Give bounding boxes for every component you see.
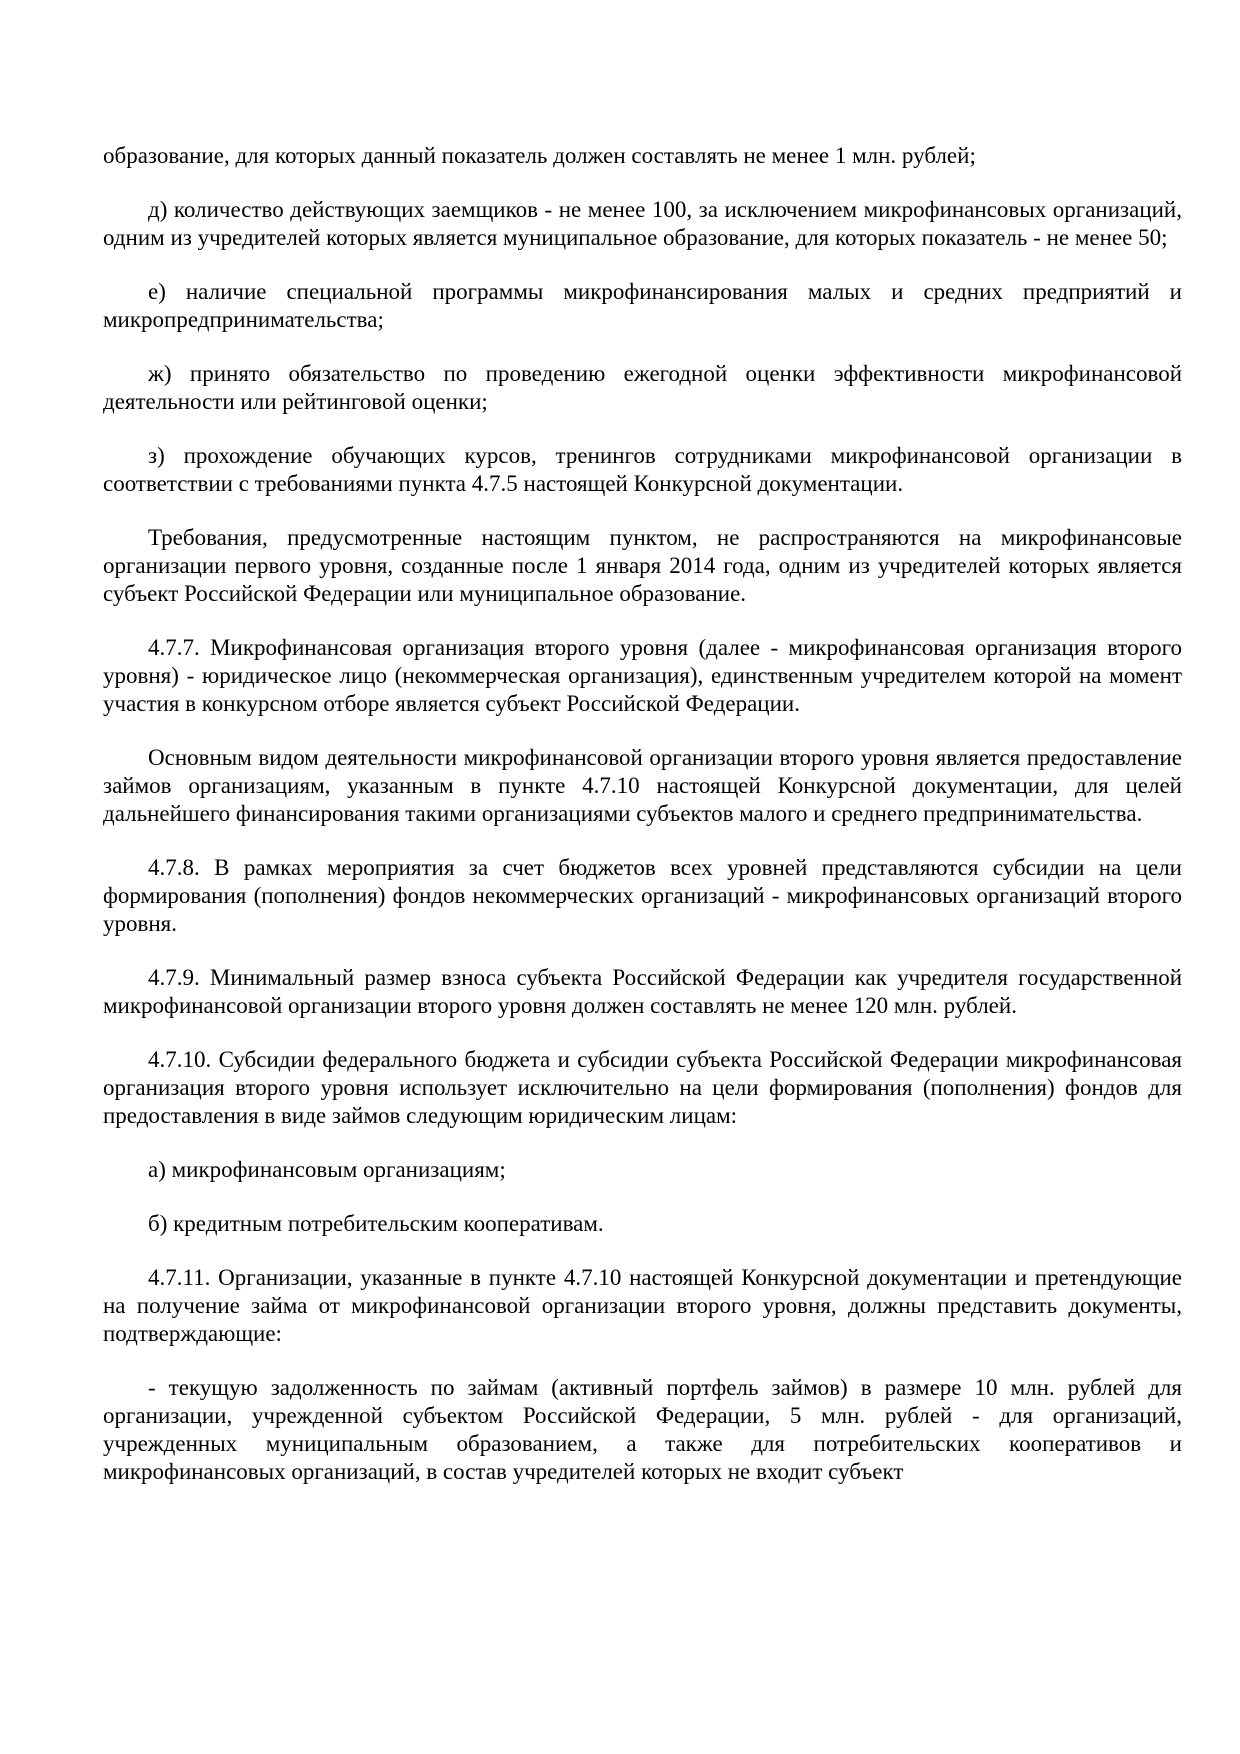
paragraph: е) наличие специальной программы микрофинансирования малых и средних предприятий и микропредпринимательства;: [103, 279, 1182, 332]
paragraph: 4.7.7. Микрофинансовая организация второго уровня (далее - микрофинансовая организация второго уровня) - юридическое лицо (некоммерческая организация), единственным учредителем которой на момент участия в конкурсном отборе является субъект Российской Федерации.: [103, 635, 1182, 716]
paragraph: д) количество действующих заемщиков - не менее 100, за исключением микрофинансовых организаций, одним из учредителей которых является муниципальное образование, для которых показатель - не менее 50;: [103, 197, 1182, 250]
paragraph: ж) принято обязательство по проведению ежегодной оценки эффективности микрофинансовой деятельности или рейтинговой оценки;: [103, 361, 1182, 414]
paragraph: б) кредитным потребительским кооперативам.: [148, 1211, 604, 1236]
paragraph: а) микрофинансовым организациям;: [148, 1157, 506, 1182]
paragraph: з) прохождение обучающих курсов, тренингов сотрудниками микрофинансовой организации в соответствии с требованиями пункта 4.7.5 настоящей Конкурсной документации.: [103, 443, 1182, 496]
paragraph: образование, для которых данный показатель должен составлять не менее 1 млн. рублей;: [103, 143, 976, 168]
paragraph: Требования, предусмотренные настоящим пунктом, не распространяются на микрофинансовые организации первого уровня, созданные после 1 января 2014 года, одним из учредителей которых является субъект Российской Федерации или муниципальное образование.: [103, 525, 1182, 606]
paragraph: 4.7.10. Субсидии федерального бюджета и субсидии субъекта Российской Федерации микрофинансовая организация второго уровня использует исключительно на цели формирования (пополнения) фондов для предоставления в виде займов следующим юридическим лицам:: [103, 1047, 1182, 1128]
paragraph: 4.7.11. Организации, указанные в пункте 4.7.10 настоящей Конкурсной документации и претендующие на получение займа от микрофинансовой организации второго уровня, должны представить документы, подтверждающие:: [103, 1265, 1182, 1346]
paragraph: Основным видом деятельности микрофинансовой организации второго уровня является предоставление займов организациям, указанным в пункте 4.7.10 настоящей Конкурсной документации, для целей дальнейшего финансирования такими организациями субъектов малого и среднего предпринимательства.: [103, 745, 1182, 826]
paragraph: 4.7.8. В рамках мероприятия за счет бюджетов всех уровней представляются субсидии на цели формирования (пополнения) фондов некоммерческих организаций - микрофинансовых организаций второго уровня.: [103, 855, 1182, 936]
document-body: [103, 142, 1182, 1486]
paragraph: 4.7.9. Минимальный размер взноса субъекта Российской Федерации как учредителя государственной микрофинансовой организации второго уровня должен составлять не менее 120 млн. рублей.: [103, 965, 1182, 1018]
paragraph: - текущую задолженность по займам (активный портфель займов) в размере 10 млн. рублей для организации, учрежденной субъектом Российской Федерации, 5 млн. рублей - для организаций, учрежденных муниципальным образованием, а также для потребительских кооперативов и микрофинансовых организаций, в состав учредителей которых не входит субъект: [103, 1375, 1182, 1484]
